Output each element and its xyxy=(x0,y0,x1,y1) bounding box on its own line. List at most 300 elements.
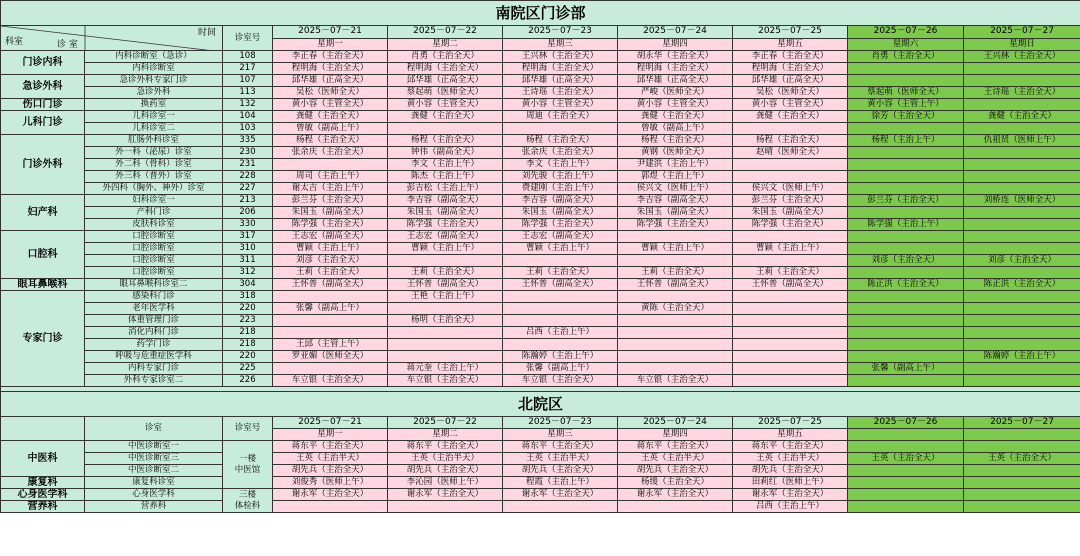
date-header: 2025－07－24 xyxy=(618,26,733,39)
corner-dept-label: 科室 xyxy=(5,37,24,47)
room-number-cell: 218 xyxy=(223,327,273,339)
doctor-cell: 黄小容（主管全天） xyxy=(733,99,848,111)
weekday-header: 星期四 xyxy=(618,429,733,441)
schedule-row xyxy=(1,339,1080,351)
doctor-cell: 陈学强（主治全天） xyxy=(733,219,848,231)
schedule-row xyxy=(1,465,1080,477)
doctor-cell: 胡先兵（主治全天） xyxy=(618,465,733,477)
doctor-cell xyxy=(733,339,848,351)
doctor-cell xyxy=(964,339,1080,351)
doctor-cell xyxy=(848,123,964,135)
doctor-cell: 黄小容（主管全天） xyxy=(388,99,503,111)
clinic-room-cell: 妇科诊室一 xyxy=(85,195,223,207)
department-cell: 儿科门诊 xyxy=(1,111,85,135)
room-number-cell: 107 xyxy=(223,75,273,87)
place-label: 中医馆 xyxy=(234,464,261,475)
doctor-cell: 朱国玉（副高全天） xyxy=(503,207,618,219)
doctor-cell xyxy=(273,291,388,303)
doctor-cell: 彭兰芬（主治全天） xyxy=(733,195,848,207)
doctor-cell: 王兴林（主治全天） xyxy=(503,51,618,63)
doctor-cell xyxy=(964,63,1080,75)
doctor-cell xyxy=(848,501,964,513)
doctor-cell xyxy=(503,291,618,303)
doctor-cell: 胡先兵（主治全天） xyxy=(733,465,848,477)
room-number-cell: 217 xyxy=(223,63,273,75)
room-number-cell: 304 xyxy=(223,279,273,291)
doctor-cell: 李正春（主治全天） xyxy=(273,51,388,63)
schedule-row xyxy=(1,99,1080,111)
doctor-cell xyxy=(733,327,848,339)
doctor-cell: 王英（主治半天） xyxy=(618,453,733,465)
doctor-cell: 龚健（主治全天） xyxy=(618,111,733,123)
doctor-cell: 侯兴文（医师上午） xyxy=(618,183,733,195)
doctor-cell xyxy=(273,501,388,513)
doctor-cell: 李文（主治上午） xyxy=(388,159,503,171)
doctor-cell xyxy=(964,171,1080,183)
doctor-cell: 杨程（主治全天） xyxy=(273,135,388,147)
doctor-cell xyxy=(618,291,733,303)
doctor-cell: 陈正洪（主治全天） xyxy=(848,279,964,291)
date-header: 2025－07－22 xyxy=(388,417,503,429)
corner-clinic-label: 诊 室 xyxy=(57,40,78,50)
room-number-cell: 335 xyxy=(223,135,273,147)
doctor-cell: 王英（主治半天） xyxy=(273,453,388,465)
doctor-cell xyxy=(964,327,1080,339)
clinic-room-cell: 外四科（胸外、神外）诊室 xyxy=(85,183,223,195)
doctor-cell: 王诗瑶（主治全天） xyxy=(503,87,618,99)
weekday-header: 星期四 xyxy=(618,38,733,51)
doctor-cell: 王志宏（副高全天） xyxy=(388,231,503,243)
doctor-cell: 胡先兵（主治全天） xyxy=(388,465,503,477)
doctor-cell: 曹颖（主治上午） xyxy=(273,243,388,255)
department-cell: 专家门诊 xyxy=(1,291,85,387)
clinic-room-cell: 呼吸与危重症医学科 xyxy=(85,351,223,363)
room-number-cell: 218 xyxy=(223,339,273,351)
doctor-cell xyxy=(503,315,618,327)
doctor-cell xyxy=(964,159,1080,171)
doctor-cell: 严峻（医师全天） xyxy=(618,87,733,99)
doctor-cell: 程明海（主治全天） xyxy=(618,63,733,75)
doctor-cell: 彭吉松（主治上午） xyxy=(388,183,503,195)
doctor-cell: 张余庆（主治全天） xyxy=(273,147,388,159)
clinic-room-cell: 外二科（骨科）诊室 xyxy=(85,159,223,171)
schedule-row xyxy=(1,147,1080,159)
doctor-cell: 王英（主治全天） xyxy=(964,453,1080,465)
doctor-cell: 吕西（主治上午） xyxy=(733,501,848,513)
doctor-cell xyxy=(964,477,1080,489)
doctor-cell xyxy=(848,315,964,327)
doctor-cell: 刘先骏（主治上午） xyxy=(503,171,618,183)
clinic-room-cell: 营养科 xyxy=(85,501,223,513)
north-dept-header xyxy=(1,417,85,441)
doctor-cell xyxy=(618,501,733,513)
doctor-cell: 王莉（主治全天） xyxy=(503,267,618,279)
north-title: 北院区 xyxy=(1,392,1080,417)
doctor-cell: 张馨（副高上午） xyxy=(503,363,618,375)
doctor-cell: 陈瀚婷（主治上午） xyxy=(964,351,1080,363)
schedule-row xyxy=(1,135,1080,147)
doctor-cell xyxy=(503,303,618,315)
doctor-cell: 车立银（主治全天） xyxy=(273,375,388,387)
clinic-room-cell: 康复科诊室 xyxy=(85,477,223,489)
doctor-cell: 蒋东平（主治全天） xyxy=(503,441,618,453)
schedule-row xyxy=(1,303,1080,315)
doctor-cell: 周司（主治上午） xyxy=(273,171,388,183)
doctor-cell xyxy=(964,315,1080,327)
room-number-cell: 330 xyxy=(223,219,273,231)
doctor-cell xyxy=(388,351,503,363)
doctor-cell xyxy=(733,315,848,327)
doctor-cell: 陈学强（主治全天） xyxy=(388,219,503,231)
room-number-cell: 318 xyxy=(223,291,273,303)
doctor-cell: 李吉容（副高全天） xyxy=(388,195,503,207)
department-cell: 妇产科 xyxy=(1,195,85,231)
doctor-cell: 邱华雄（正高全天） xyxy=(388,75,503,87)
doctor-cell xyxy=(964,231,1080,243)
south-header-row xyxy=(1,26,1080,39)
doctor-cell xyxy=(848,243,964,255)
clinic-room-cell: 儿科诊室一 xyxy=(85,111,223,123)
doctor-cell xyxy=(733,303,848,315)
doctor-cell: 郭煜（主治上午） xyxy=(618,171,733,183)
department-cell: 康复科 xyxy=(1,477,85,489)
doctor-cell xyxy=(964,147,1080,159)
schedule-row xyxy=(1,195,1080,207)
doctor-cell xyxy=(733,231,848,243)
room-number-cell: 220 xyxy=(223,351,273,363)
doctor-cell: 王怀普（副高全天） xyxy=(503,279,618,291)
doctor-cell: 谢太吉（主治上午） xyxy=(273,183,388,195)
room-no-header: 诊室号 xyxy=(223,26,273,51)
department-cell: 心身医学科 xyxy=(1,489,85,501)
weekday-header: 星期二 xyxy=(388,429,503,441)
date-header: 2025－07－26 xyxy=(848,26,964,39)
corner-time-label: 时间 xyxy=(197,28,216,38)
doctor-cell: 曹颖（主治上午） xyxy=(618,243,733,255)
doctor-cell: 蒋东平（主治全天） xyxy=(733,441,848,453)
doctor-cell xyxy=(618,327,733,339)
doctor-cell: 陈学强（主治全天） xyxy=(618,219,733,231)
doctor-cell: 张馨（副高上午） xyxy=(273,303,388,315)
doctor-cell: 王英（主治全天） xyxy=(848,453,964,465)
doctor-cell: 杨程（主治全天） xyxy=(503,135,618,147)
doctor-cell xyxy=(848,183,964,195)
doctor-cell xyxy=(964,267,1080,279)
doctor-cell xyxy=(388,501,503,513)
schedule-row xyxy=(1,363,1080,375)
doctor-cell xyxy=(848,477,964,489)
doctor-cell: 杨缓（主治全天） xyxy=(618,477,733,489)
clinic-room-cell: 外三科（普外）诊室 xyxy=(85,171,223,183)
north-title-row xyxy=(1,392,1080,417)
weekday-header: 星期五 xyxy=(733,38,848,51)
floor-note-cell xyxy=(223,489,273,513)
doctor-cell: 王英（主治半天） xyxy=(733,453,848,465)
doctor-cell: 刘彦（主治全天） xyxy=(848,255,964,267)
doctor-cell xyxy=(503,339,618,351)
doctor-cell: 朱国玉（副高全天） xyxy=(273,207,388,219)
room-number-cell: 113 xyxy=(223,87,273,99)
doctor-cell xyxy=(848,267,964,279)
doctor-cell xyxy=(733,159,848,171)
doctor-cell: 刘桥连（医师全天） xyxy=(964,195,1080,207)
doctor-cell: 蔡起萌（医师全天） xyxy=(848,87,964,99)
doctor-cell xyxy=(964,363,1080,375)
schedule-row xyxy=(1,75,1080,87)
doctor-cell: 陈学强（主治上午） xyxy=(848,219,964,231)
doctor-cell: 李沁园（医师上午） xyxy=(388,477,503,489)
weekday-header xyxy=(848,429,964,441)
clinic-room-cell: 儿科诊室二 xyxy=(85,123,223,135)
doctor-cell xyxy=(733,351,848,363)
doctor-cell: 王兴林（主治全天） xyxy=(964,51,1080,63)
doctor-cell xyxy=(733,171,848,183)
doctor-cell: 王怀普（副高全天） xyxy=(618,279,733,291)
room-number-cell: 225 xyxy=(223,363,273,375)
schedule-row xyxy=(1,243,1080,255)
doctor-cell: 彭兰芬（主治全天） xyxy=(273,195,388,207)
date-header: 2025－07－25 xyxy=(733,417,848,429)
doctor-cell xyxy=(733,123,848,135)
doctor-cell: 黄小容（主管全天） xyxy=(503,99,618,111)
schedule-row xyxy=(1,51,1080,63)
doctor-cell: 蒋元奎（主治上午） xyxy=(388,363,503,375)
department-cell: 眼耳鼻喉科 xyxy=(1,279,85,291)
clinic-room-cell: 急诊外科专家门诊 xyxy=(85,75,223,87)
room-number-cell: 312 xyxy=(223,267,273,279)
room-number-cell: 230 xyxy=(223,147,273,159)
doctor-cell xyxy=(388,339,503,351)
doctor-cell: 黄小容（主管全天） xyxy=(618,99,733,111)
doctor-cell: 蔡起萌（医师全天） xyxy=(388,87,503,99)
schedule-row xyxy=(1,453,1080,465)
schedule-row xyxy=(1,183,1080,195)
doctor-cell: 胡先兵（主治全天） xyxy=(503,465,618,477)
doctor-cell xyxy=(848,339,964,351)
doctor-cell: 谢永军（主治全天） xyxy=(388,489,503,501)
clinic-room-cell: 急诊外科 xyxy=(85,87,223,99)
room-number-cell: 226 xyxy=(223,375,273,387)
doctor-cell xyxy=(848,375,964,387)
room-number-cell: 317 xyxy=(223,231,273,243)
doctor-cell xyxy=(618,255,733,267)
doctor-cell: 吕西（主治上午） xyxy=(503,327,618,339)
doctor-cell: 王怀普（副高全天） xyxy=(273,279,388,291)
schedule-row xyxy=(1,477,1080,489)
doctor-cell: 车立银（主治全天） xyxy=(388,375,503,387)
doctor-cell: 彭兰芬（主治全天） xyxy=(848,195,964,207)
doctor-cell: 杨程（主治上午） xyxy=(848,135,964,147)
doctor-cell xyxy=(964,75,1080,87)
room-number-cell: 227 xyxy=(223,183,273,195)
room-number-cell: 220 xyxy=(223,303,273,315)
room-number-cell: 108 xyxy=(223,51,273,63)
clinic-room-cell: 产科门诊 xyxy=(85,207,223,219)
schedule-row xyxy=(1,231,1080,243)
doctor-cell xyxy=(964,489,1080,501)
doctor-cell xyxy=(848,303,964,315)
weekday-header: 星期一 xyxy=(273,429,388,441)
clinic-room-cell: 换药室 xyxy=(85,99,223,111)
doctor-cell: 胡永华（主治全天） xyxy=(618,51,733,63)
schedule-row xyxy=(1,351,1080,363)
schedule-row xyxy=(1,207,1080,219)
schedule-row xyxy=(1,87,1080,99)
clinic-room-cell: 眼耳鼻喉科诊室二 xyxy=(85,279,223,291)
doctor-cell xyxy=(964,99,1080,111)
doctor-cell: 钟伟（副高全天） xyxy=(388,147,503,159)
doctor-cell xyxy=(618,363,733,375)
doctor-cell xyxy=(618,231,733,243)
south-corner-header xyxy=(1,26,223,51)
doctor-cell: 龚健（主治全天） xyxy=(964,111,1080,123)
clinic-room-cell: 口腔诊断室 xyxy=(85,243,223,255)
doctor-cell: 邱华雄（正高全天） xyxy=(503,75,618,87)
clinic-room-cell: 内科诊断室 xyxy=(85,63,223,75)
doctor-cell: 朱国玉（副高全天） xyxy=(618,207,733,219)
clinic-room-cell: 中医诊断室二 xyxy=(85,465,223,477)
date-header: 2025－07－23 xyxy=(503,417,618,429)
doctor-cell xyxy=(848,147,964,159)
doctor-cell xyxy=(964,243,1080,255)
doctor-cell: 车立银（主治全天） xyxy=(618,375,733,387)
doctor-cell: 王怀普（副高全天） xyxy=(388,279,503,291)
doctor-cell: 赵晴（医师全天） xyxy=(733,147,848,159)
doctor-cell: 王艳（主治上午） xyxy=(388,291,503,303)
floor-label: 三楼 xyxy=(238,489,256,500)
doctor-cell xyxy=(388,123,503,135)
doctor-cell: 王莉（主治全天） xyxy=(273,267,388,279)
clinic-room-cell: 感染科门诊 xyxy=(85,291,223,303)
schedule-row xyxy=(1,111,1080,123)
schedule-row xyxy=(1,327,1080,339)
department-cell: 中医科 xyxy=(1,441,85,477)
doctor-cell: 陈学强（主治全天） xyxy=(273,219,388,231)
date-header: 2025－07－25 xyxy=(733,26,848,39)
doctor-cell: 杨程（主治全天） xyxy=(618,135,733,147)
doctor-cell: 陈学强（主治全天） xyxy=(503,219,618,231)
doctor-cell: 王志宏（副高全天） xyxy=(273,231,388,243)
north-header-row xyxy=(1,417,1080,429)
schedule-row xyxy=(1,489,1080,501)
schedule-row xyxy=(1,267,1080,279)
doctor-cell: 朱国玉（副高全天） xyxy=(733,207,848,219)
doctor-cell: 罗亚媚（医师全天） xyxy=(273,351,388,363)
department-cell: 急诊外科 xyxy=(1,75,85,99)
doctor-cell xyxy=(848,351,964,363)
date-header: 2025－07－24 xyxy=(618,417,733,429)
weekday-header xyxy=(964,429,1080,441)
doctor-cell xyxy=(848,327,964,339)
date-header: 2025－07－22 xyxy=(388,26,503,39)
doctor-cell: 谢永军（主治全天） xyxy=(618,489,733,501)
schedule-row xyxy=(1,255,1080,267)
doctor-cell: 谢永军（主治全天） xyxy=(503,489,618,501)
date-header: 2025－07－21 xyxy=(273,417,388,429)
doctor-cell xyxy=(503,123,618,135)
schedule-row xyxy=(1,63,1080,75)
doctor-cell: 陈瀚婷（主治上午） xyxy=(503,351,618,363)
doctor-cell: 程明海（主治全天） xyxy=(503,63,618,75)
doctor-cell xyxy=(503,255,618,267)
doctor-cell xyxy=(273,327,388,339)
doctor-cell xyxy=(964,375,1080,387)
doctor-cell: 王邱（主管上午） xyxy=(273,339,388,351)
doctor-cell: 李文（主治上午） xyxy=(503,159,618,171)
schedule-row xyxy=(1,279,1080,291)
doctor-cell: 刘俊秀（医师上午） xyxy=(273,477,388,489)
doctor-cell: 程明海（主治全天） xyxy=(273,63,388,75)
doctor-cell xyxy=(848,441,964,453)
doctor-cell: 王英（主治半天） xyxy=(388,453,503,465)
doctor-cell xyxy=(848,171,964,183)
doctor-cell xyxy=(848,489,964,501)
clinic-room-cell: 外科专家诊室二 xyxy=(85,375,223,387)
doctor-cell: 曾敏（副高上午） xyxy=(273,123,388,135)
doctor-cell: 朱国玉（副高全天） xyxy=(388,207,503,219)
doctor-cell: 杨程（主治全天） xyxy=(388,135,503,147)
room-number-cell: 223 xyxy=(223,315,273,327)
doctor-cell: 王志宏（副高全天） xyxy=(503,231,618,243)
doctor-cell xyxy=(733,291,848,303)
clinic-room-cell: 外一科（泌尿）诊室 xyxy=(85,147,223,159)
doctor-cell: 程霞（主治上午） xyxy=(503,477,618,489)
doctor-cell: 田莉红（医师上午） xyxy=(733,477,848,489)
doctor-cell: 程明海（主治全天） xyxy=(733,63,848,75)
doctor-cell: 侯兴文（医师上午） xyxy=(733,183,848,195)
doctor-cell: 费建刚（主治上午） xyxy=(503,183,618,195)
room-number-cell: 132 xyxy=(223,99,273,111)
doctor-cell xyxy=(964,465,1080,477)
doctor-cell: 李正春（主治全天） xyxy=(733,51,848,63)
clinic-room-cell: 中医诊断室一 xyxy=(85,441,223,453)
doctor-cell xyxy=(733,363,848,375)
department-cell: 门诊外科 xyxy=(1,135,85,195)
clinic-room-cell: 中医诊断室三 xyxy=(85,453,223,465)
doctor-cell: 肖勇（主治全天） xyxy=(848,51,964,63)
doctor-cell: 王怀普（副高全天） xyxy=(733,279,848,291)
schedule-row xyxy=(1,219,1080,231)
schedule-row xyxy=(1,501,1080,513)
doctor-cell: 胡先兵（主治全天） xyxy=(273,465,388,477)
schedule-row xyxy=(1,159,1080,171)
clinic-room-cell: 心身医学科 xyxy=(85,489,223,501)
doctor-cell: 程明海（主治全天） xyxy=(388,63,503,75)
doctor-cell xyxy=(503,501,618,513)
clinic-room-cell: 皮肤科诊室 xyxy=(85,219,223,231)
doctor-cell: 王莉（主治全天） xyxy=(618,267,733,279)
department-cell: 伤口门诊 xyxy=(1,99,85,111)
doctor-cell: 肖勇（主治全天） xyxy=(388,51,503,63)
department-cell: 营养科 xyxy=(1,501,85,513)
doctor-cell: 邱华雄（正高全天） xyxy=(733,75,848,87)
doctor-cell: 蒋东平（主治全天） xyxy=(388,441,503,453)
doctor-cell: 杨程（主治全天） xyxy=(733,135,848,147)
doctor-cell xyxy=(964,501,1080,513)
north-room-no-header: 诊室号 xyxy=(223,417,273,441)
doctor-cell: 李吉容（副高全天） xyxy=(503,195,618,207)
doctor-cell: 曾敏（副高上午） xyxy=(618,123,733,135)
doctor-cell: 王诗瑶（主治全天） xyxy=(964,87,1080,99)
clinic-room-cell: 内科专家门诊 xyxy=(85,363,223,375)
clinic-room-cell: 口腔诊断室 xyxy=(85,267,223,279)
floor-label: 一楼 xyxy=(238,453,256,464)
doctor-cell: 黄小容（主管全天） xyxy=(273,99,388,111)
doctor-cell: 黄钢（医师全天） xyxy=(618,147,733,159)
schedule-row xyxy=(1,441,1080,453)
doctor-cell: 黄小容（主管上午） xyxy=(848,99,964,111)
date-header: 2025－07－21 xyxy=(273,26,388,39)
